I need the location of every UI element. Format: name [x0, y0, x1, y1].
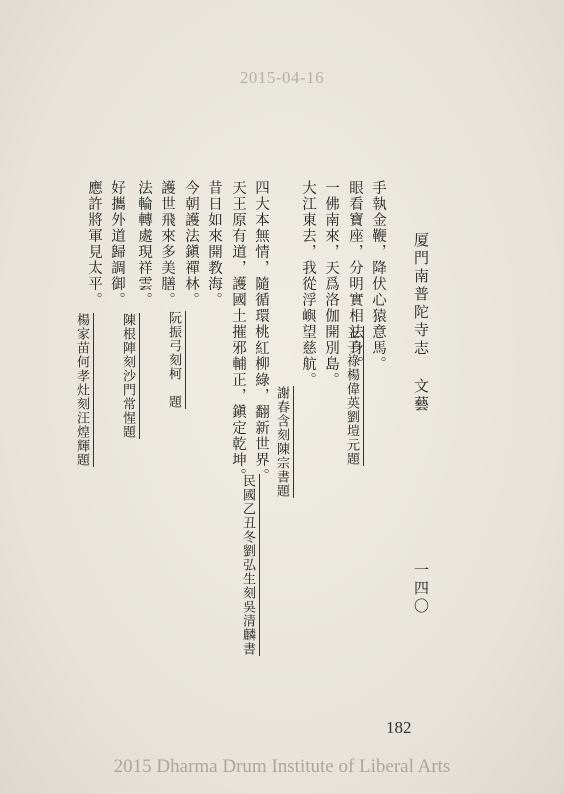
couplet-3-credit: 民國乙丑冬劉弘生刻吳清麟書 [238, 474, 260, 656]
couplet-2-credit: 謝春含刻陳宗書題 [272, 386, 294, 498]
institute-watermark: 2015 Dharma Drum Institute of Liberal Arts [113, 756, 451, 777]
couplet-1-line-2: 眼看寶座，分明實相法身。 [347, 180, 363, 372]
couplet-3-line-1: 四大本無情，隨循環桃紅柳綠，翻新世界。 [253, 180, 269, 484]
couplet-5-credit: 陳根陣刻沙門常惺題 [118, 313, 140, 439]
couplet-1-line-1: 手執金鞭，降伏心猿意馬。 [370, 180, 386, 372]
chinese-page-number: 一四〇 [412, 562, 430, 616]
couplet-6-credit: 楊家苗何孝灶刻汪煌輝題 [72, 313, 94, 467]
section-title: 文藝 [412, 378, 430, 414]
couplet-1-credit: 王子祿楊偉英劉塏元題 [342, 326, 364, 466]
date-watermark: 2015-04-16 [239, 68, 325, 87]
book-title: 厦門南普陀寺志 [412, 232, 430, 358]
couplet-6-line-1: 好攜外道歸調御。 [109, 180, 125, 308]
couplet-4-line-2: 今朝護法鎭禪林。 [183, 180, 199, 308]
couplet-4-line-1: 昔日如來開教海。 [206, 180, 222, 308]
couplet-5-line-1: 護世飛來多美膳。 [159, 180, 175, 308]
couplet-2-line-2: 大江東去，我從浮嶼望慈航。 [300, 180, 316, 388]
couplet-2-line-1: 一佛南來，天爲洛伽開別島。 [323, 180, 339, 388]
couplet-6-line-2: 應許將軍見太平。 [86, 180, 102, 308]
couplet-4-credit: 阮振弓刻柯 題 [164, 311, 186, 409]
couplet-5-line-2: 法輪轉處現祥雲。 [136, 180, 152, 308]
couplet-3-line-2: 天王原有道，護國土摧邪輔正，鎭定乾坤。 [230, 180, 246, 484]
page-number: 182 [386, 718, 412, 737]
